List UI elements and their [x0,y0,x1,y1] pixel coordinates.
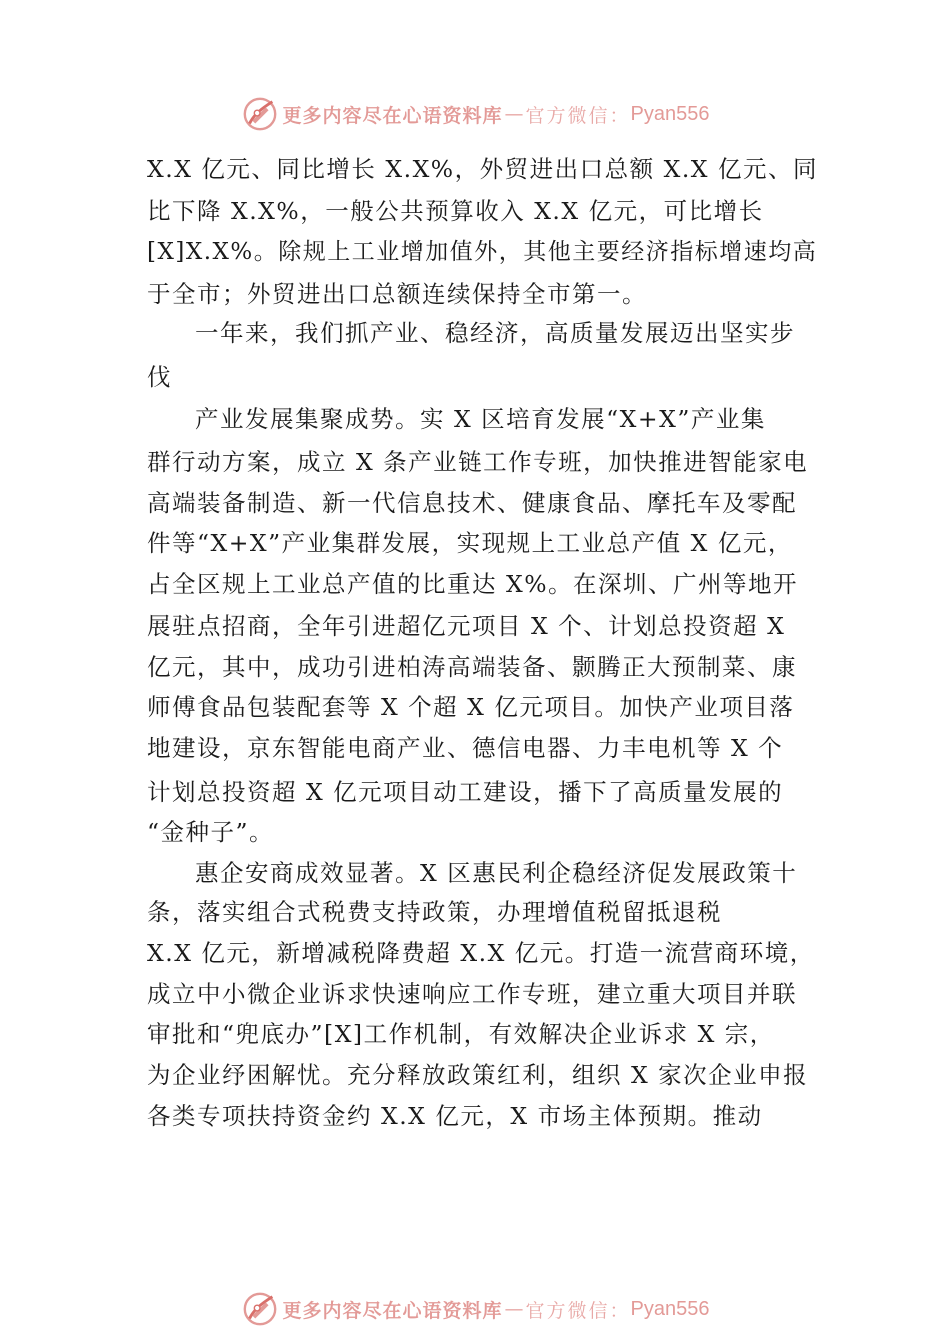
text-line: 审批和“兜底办”[X]工作机制，有效解决企业诉求 X 宗， [147,1020,775,1048]
watermark-wechat-id: Pyan556 [630,1297,710,1320]
text-line: 为企业纾困解忧。充分释放政策红利，组织 X 家次企业申报 [147,1061,809,1089]
header-watermark [0,92,950,136]
text-line: 亿元，其中，成功引进柏涛高端装备、颢腾正大预制菜、康 [147,653,797,681]
watermark-separator: — [504,103,524,125]
text-line: [X]X.X%。除规上工业增加值外，其他主要经济指标增速均高 [147,239,818,265]
paragraph-heading-line: 惠企安商成效显著。X 区惠民利企稳经济促发展政策十 [195,859,798,887]
text-line: X.X 亿元、同比增长 X.X%，外贸进出口总额 X.X 亿元、同 [147,155,818,183]
text-line: 于全市；外贸进出口总额连续保持全市第一。 [147,280,647,308]
text-line: 计划总投资超 X 亿元项目动工建设，播下了高质量发展的 [147,778,784,806]
pen-logo-icon [241,1290,279,1328]
text-line: 条，落实组合式税费支持政策，办理增值税留抵退税 [147,898,722,926]
text-line: “金种子”。 [147,818,275,846]
text-line: 伐 [147,363,172,391]
watermark-text: 更多内容尽在心语资料库 [282,1299,503,1322]
text-line: 成立中小微企业诉求快速响应工作专班，建立重大项目并联 [147,980,797,1008]
text-line: 各类专项扶持资金约 X.X 亿元，X 市场主体预期。推动 [147,1102,763,1130]
text-line: 比下降 X.X%，一般公共预算收入 X.X 亿元，可比增长 [147,197,764,225]
paragraph-start-line: 一年来，我们抓产业、稳经济，高质量发展迈出坚实步 [195,319,795,347]
text-line: 群行动方案，成立 X 条产业链工作专班，加快推进智能家电 [147,448,809,476]
text-line: X.X 亿元，新增减税降费超 X.X 亿元。打造一流营商环境， [147,939,815,967]
watermark-separator: — [504,1298,524,1320]
watermark-text: 更多内容尽在心语资料库 [282,104,503,127]
text-line: 高端装备制造、新一代信息技术、健康食品、摩托车及零配 [147,489,797,517]
pen-logo-icon [241,95,279,133]
watermark-wechat-label: 官方微信： [525,104,631,127]
watermark-wechat-id: Pyan556 [630,102,710,125]
text-line: 占全区规上工业总产值的比重达 X%。在深圳、广州等地开 [147,570,799,598]
text-line: 地建设，京东智能电商产业⁢、德信电器、力丰电机等 X 个 [147,734,784,762]
text-line: 展驻点招商，全年引进超亿元项目 X 个、计划总投资超 X [147,612,786,640]
paragraph-heading-line: 产业发展集聚成势。实 X 区培育发展“X+X”产业集 [195,405,766,433]
text-line: 件等“X+X”产业集群发展，实现规上工业总产值 X 亿元， [147,529,793,557]
text-line: 师傅食品包装配套等 X 个超 X 亿元项目。加快产业项目落 [147,693,795,721]
footer-watermark [0,1287,950,1331]
watermark-wechat-label: 官方微信： [525,1299,631,1322]
